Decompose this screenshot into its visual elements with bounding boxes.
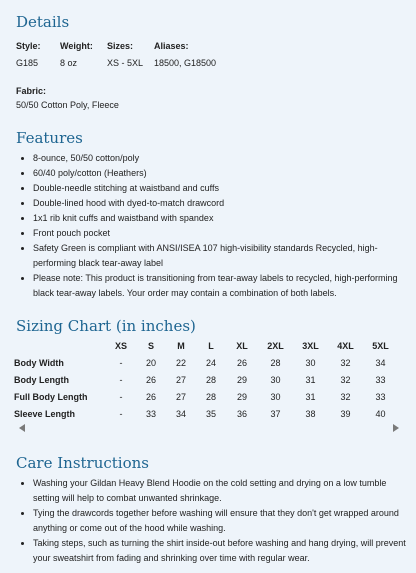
- table-cell: 28: [205, 391, 216, 402]
- table-row: [14, 388, 398, 405]
- row-label: Body Length: [14, 374, 69, 385]
- list-item: • 60/40 poly/cotton (Heathers): [33, 166, 415, 181]
- table-cell: 33: [375, 391, 386, 402]
- table-cell: 32: [340, 374, 351, 385]
- list-item: • Double-lined hood with dyed-to-match drawcord: [33, 196, 415, 211]
- table-cell: 30: [305, 357, 316, 368]
- list-item: • Washing your Gildan Heavy Blend Hoodie on the cold setting and drying on a low tumble setting will help to combat unwanted shrinkage.: [33, 476, 415, 506]
- table-cell: -: [119, 357, 123, 368]
- corner-cell: [14, 337, 106, 354]
- table-cell: -: [119, 408, 123, 419]
- table-cell: 22: [175, 357, 186, 368]
- list-item: • Front pouch pocket: [33, 226, 415, 241]
- table-cell: 30: [270, 391, 281, 402]
- table-cell: 27: [175, 391, 186, 402]
- sizes-label: Sizes:: [107, 41, 134, 51]
- table-cell: 26: [236, 357, 247, 368]
- list-item: • 1x1 rib knit cuffs and waistband with spandex: [33, 211, 415, 226]
- table-cell: 37: [270, 408, 281, 419]
- table-cell: 31: [305, 374, 316, 385]
- list-item: • Taking steps, such as turning the shirt inside-out before washing and hang drying, will prevent your sweatshirt from fading and shrinking over time with regular wear.: [33, 536, 415, 566]
- style-value: G185: [16, 58, 39, 68]
- care-list: [16, 476, 415, 566]
- table-cell: 33: [375, 374, 386, 385]
- table-cell: 35: [205, 408, 216, 419]
- row-label: Full Body Length: [14, 391, 88, 402]
- size-header: XS: [114, 340, 127, 351]
- weight-value: 8 oz: [60, 58, 78, 68]
- size-header: 5XL: [372, 340, 389, 351]
- table-cell: 34: [375, 357, 386, 368]
- sizing-chart-heading: Sizing Chart (in inches): [16, 317, 196, 335]
- table-cell: 31: [305, 391, 316, 402]
- table-cell: 28: [270, 357, 281, 368]
- aliases-label: Aliases:: [154, 41, 189, 51]
- scroll-left-arrow-icon[interactable]: [19, 424, 25, 432]
- list-item: • Safety Green is compliant with ANSI/ISEA 107 high-visibility standards Recycled, high-performing black tear-away label: [33, 241, 415, 271]
- table-cell: -: [119, 374, 123, 385]
- table-cell: 38: [305, 408, 316, 419]
- table-cell: 34: [175, 408, 186, 419]
- size-header: 2XL: [267, 340, 284, 351]
- details-heading: Details: [16, 13, 70, 31]
- size-header: 4XL: [337, 340, 354, 351]
- list-item: • Double-needle stitching at waistband and cuffs: [33, 181, 415, 196]
- style-label: Style:: [16, 41, 41, 51]
- size-header: XL: [236, 340, 248, 351]
- table-cell: 29: [236, 391, 247, 402]
- table-row: [14, 371, 398, 388]
- table-cell: 36: [236, 408, 247, 419]
- scroll-right-arrow-icon[interactable]: [393, 424, 399, 432]
- table-cell: 20: [145, 357, 156, 368]
- table-cell: 32: [340, 357, 351, 368]
- table-cell: 24: [205, 357, 216, 368]
- features-heading: Features: [16, 129, 83, 147]
- table-cell: 26: [145, 391, 156, 402]
- table-cell: 40: [375, 408, 386, 419]
- weight-label: Weight:: [60, 41, 93, 51]
- table-cell: 26: [145, 374, 156, 385]
- size-header: L: [208, 340, 214, 351]
- sizing-header-row: [14, 337, 398, 354]
- sizing-table: [14, 337, 398, 422]
- list-item: • Tying the drawcords together before washing will ensure that they don't get wrapped around anything or come out of the hood while washing.: [33, 506, 415, 536]
- row-label: Sleeve Length: [14, 408, 76, 419]
- care-instructions-heading: Care Instructions: [16, 454, 149, 472]
- features-list: [16, 151, 415, 301]
- row-label: Body Width: [14, 357, 64, 368]
- size-header: 3XL: [302, 340, 319, 351]
- table-cell: 30: [270, 374, 281, 385]
- table-cell: 29: [236, 374, 247, 385]
- fabric-label: Fabric:: [16, 86, 47, 96]
- list-item: • Please note: This product is transitioning from tear-away labels to recycled, high-performing black tear-away labels. Your order may contain a combination of both labels.: [33, 271, 415, 301]
- table-row: [14, 405, 398, 422]
- table-cell: 39: [340, 408, 351, 419]
- table-cell: 33: [145, 408, 156, 419]
- size-header: S: [147, 340, 154, 351]
- table-cell: 32: [340, 391, 351, 402]
- size-header: M: [177, 340, 185, 351]
- aliases-value: 18500, G18500: [154, 58, 217, 68]
- fabric-value: 50/50 Cotton Poly, Fleece: [16, 100, 119, 110]
- table-cell: 27: [175, 374, 186, 385]
- table-cell: 28: [205, 374, 216, 385]
- table-row: [14, 354, 398, 371]
- table-cell: -: [119, 391, 123, 402]
- list-item: • 8-ounce, 50/50 cotton/poly: [33, 151, 415, 166]
- sizes-value: XS - 5XL: [107, 58, 144, 68]
